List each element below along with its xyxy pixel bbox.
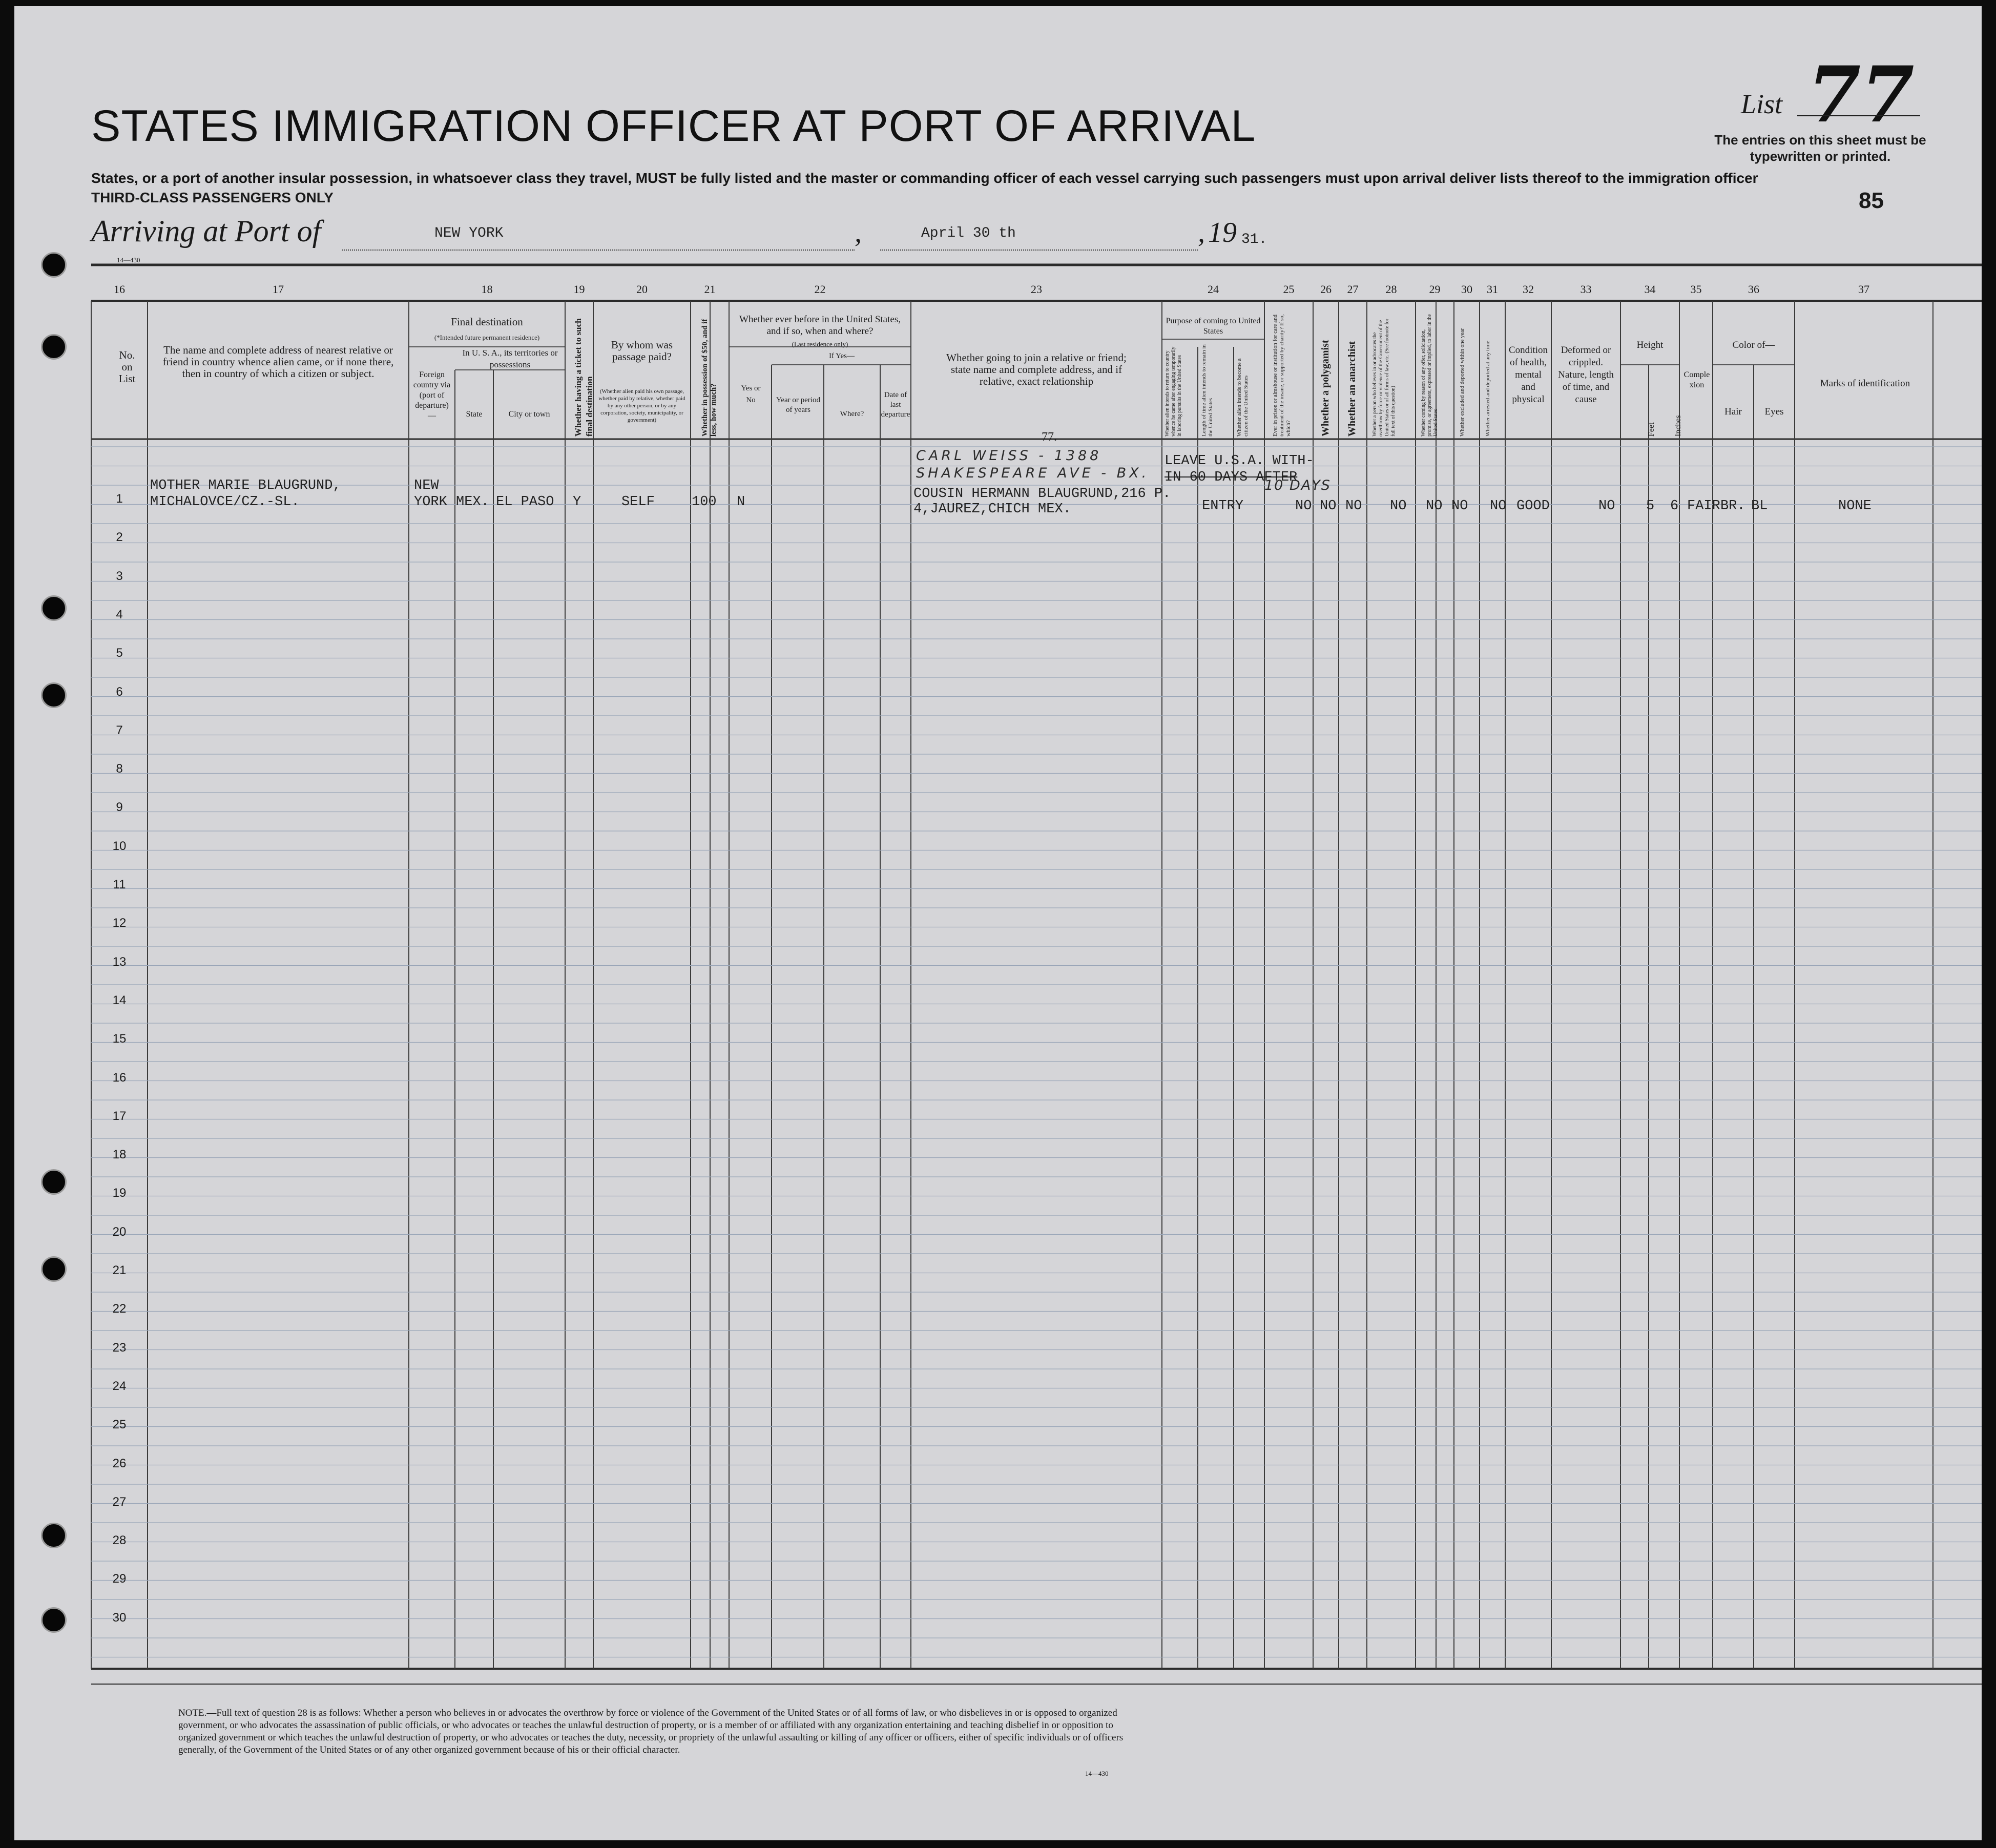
col-num-27: 27 <box>1347 283 1359 296</box>
header-overthrow: Whether a person who believes in or advocates the overthrow by force or violence of the Government of the United States or of all forms of law, etc. (See footnote for full text of this question) <box>1372 318 1396 437</box>
header-state: State <box>466 410 483 419</box>
form-code: 14—430 <box>117 256 140 264</box>
footnote-form-code: 14—430 <box>1085 1770 1109 1777</box>
row-number: 27 <box>112 1494 127 1509</box>
row-number: 9 <box>116 800 123 815</box>
col-num-22: 22 <box>814 283 826 296</box>
header-years: Year or period of years <box>776 396 820 414</box>
header-departure-date: Date of last departure <box>881 391 910 419</box>
header-yes-no: Yes or No <box>741 384 761 404</box>
col-num-25: 25 <box>1283 283 1295 296</box>
row-number: 17 <box>112 1109 127 1123</box>
entry1-join-line2: 4,JAUREZ,CHICH MEX. <box>913 502 1071 517</box>
entry1-excluded: NO <box>1451 499 1468 514</box>
col-num-17: 17 <box>273 283 284 296</box>
row-number: 14 <box>112 993 127 1007</box>
header-purpose: Purpose of coming to United States <box>1166 317 1261 336</box>
entry1-join-handwritten-1: CARL WEISS - 1388 <box>916 448 1102 464</box>
entry1-prison: NO <box>1295 499 1312 514</box>
col-num-37: 37 <box>1858 283 1869 296</box>
entry1-hair: BR. <box>1720 499 1745 514</box>
row-number: 4 <box>116 607 123 621</box>
col-num-16: 16 <box>114 283 125 296</box>
header-offer: Whether coming by reason of any offer, solicitation, promise, or agreement, expressed or implied, to labor in the United States <box>1421 314 1439 437</box>
row-number: 25 <box>112 1418 127 1432</box>
header-money: Whether in possession of $50, and if less, how much? <box>701 319 718 437</box>
date-value: April 30 th <box>921 225 1016 241</box>
col-num-32: 32 <box>1523 283 1534 296</box>
col-num-36: 36 <box>1748 283 1759 296</box>
row-number: 15 <box>112 1032 127 1046</box>
header-city: City or town <box>508 410 550 419</box>
entry1-foreign-line2: YORK <box>414 494 447 510</box>
header-deformed: Deformed or crippled. Nature, length of time, and cause <box>1558 345 1614 405</box>
arriving-label: Arriving at Port of <box>91 214 321 248</box>
row-number: 5 <box>116 646 123 660</box>
header-health: Condition of health, mental and physical <box>1508 345 1548 405</box>
header-eyes: Eyes <box>1764 406 1784 417</box>
manifest-sheet <box>14 6 1982 1840</box>
entry1-relative-line1: MOTHER MARIE BLAUGRUND, <box>150 478 341 493</box>
comma: , <box>1198 217 1205 248</box>
col-num-21: 21 <box>704 283 716 296</box>
header-final-destination-note: (*Intended future permanent residence) <box>434 334 540 341</box>
page-title: STATES IMMIGRATION OFFICER AT PORT OF ARRIVAL <box>91 101 1256 151</box>
col-num-28: 28 <box>1385 283 1397 296</box>
entry1-purpose-handwritten: 10 DAYS <box>1264 477 1331 493</box>
header-if-yes: If Yes— <box>828 352 855 360</box>
row-number: 21 <box>112 1263 127 1277</box>
col-num-30: 30 <box>1461 283 1472 296</box>
header-ticket: Whether having a ticket to such final destination <box>573 318 594 437</box>
row-number: 30 <box>112 1610 127 1625</box>
col-num-26: 26 <box>1320 283 1332 296</box>
col-num-33: 33 <box>1580 283 1592 296</box>
entry1-feet: 5 <box>1646 499 1655 514</box>
row-number: 23 <box>112 1340 127 1355</box>
col-num-19: 19 <box>573 283 585 296</box>
list-label: List <box>1741 89 1783 119</box>
entry1-join-handwritten-2: SHAKESPEARE AVE - BX. <box>916 465 1150 481</box>
header-hair: Hair <box>1724 406 1742 417</box>
row-number: 8 <box>116 762 123 776</box>
row-number: 6 <box>116 684 123 699</box>
header-color-of: Color of— <box>1732 340 1775 350</box>
header-purpose-return: Whether alien intends to return to country whence he came after engaging temporarily in laboring pursuits in the United States <box>1165 346 1182 437</box>
entry1-overthrow: NO <box>1390 499 1407 514</box>
year-prefix: 19 <box>1208 217 1237 248</box>
row-number: 13 <box>112 954 127 969</box>
entry1-anarchist: NO <box>1345 499 1362 514</box>
entry1-complexion: FAIR <box>1687 499 1720 514</box>
col-num-20: 20 <box>636 283 648 296</box>
year-suffix: 31. <box>1241 232 1267 247</box>
passenger-class: THIRD-CLASS PASSENGERS ONLY <box>91 190 334 205</box>
header-inches: Inches <box>1674 415 1682 437</box>
header-last-residence: (Last residence only) <box>792 340 848 348</box>
header-anarchist: Whether an anarchist <box>1346 341 1358 437</box>
header-before-in-us: Whether ever before in the United States, and if so, when and where? <box>739 314 901 337</box>
entry1-eyes: BL <box>1751 499 1768 514</box>
header-in-usa: In U. S. A., its territories or possessions <box>462 348 558 369</box>
comma: , <box>855 217 862 248</box>
entry1-polygamist: NO <box>1320 499 1337 514</box>
row-number: 2 <box>116 530 123 545</box>
header-arrested: Whether arrested and deported at any time <box>1485 341 1491 437</box>
header-where: Where? <box>840 410 864 418</box>
col-num-31: 31 <box>1487 283 1498 296</box>
header-passage-paid: By whom was passage paid? <box>611 339 673 363</box>
header-foreign-country: Foreign country via (port of departure)— <box>413 370 451 420</box>
table-grid <box>14 6 1982 1840</box>
entry1-passage-paid: SELF <box>621 494 655 510</box>
sheet-number: 85 <box>1859 188 1884 213</box>
entry1-before-in-us: N <box>737 494 745 510</box>
entries-note: The entries on this sheet must be typewritten or printed. <box>1714 132 1926 164</box>
row-number: 16 <box>112 1070 127 1085</box>
entry1-ticket: Y <box>573 494 581 510</box>
row-number: 1 <box>116 492 123 506</box>
header-join-relative: Whether going to join a relative or friend; state name and complete address, and if relative, exact relationship <box>946 351 1127 387</box>
row-number: 18 <box>112 1148 127 1162</box>
row-number: 10 <box>112 839 127 853</box>
entry1-join-line1: COUSIN HERMANN BLAUGRUND,216 P. <box>913 486 1171 502</box>
row-number: 28 <box>112 1533 127 1548</box>
col-num-23: 23 <box>1031 283 1042 296</box>
col-num-24: 24 <box>1208 283 1219 296</box>
entry1-marks: NONE <box>1838 499 1872 514</box>
header-relative-address: The name and complete address of nearest relative or friend in country whence alien came, or if none there, then in country of which a citizen or subject. <box>162 344 394 380</box>
header-prison: Ever in prison or almshouse or institution for care and treatment of the insane, or supported by charity? If so, which? <box>1272 314 1292 437</box>
header-purpose-length: Length of time alien intends to remain in the United States <box>1201 344 1214 437</box>
entry1-arrested: NO <box>1490 499 1507 514</box>
col-num-29: 29 <box>1429 283 1441 296</box>
port-value: NEW YORK <box>434 225 504 241</box>
row-number: 29 <box>112 1572 127 1586</box>
row-number: 12 <box>112 916 127 930</box>
header-excluded: Whether excluded and deported within one year <box>1459 328 1465 437</box>
row-number: 20 <box>112 1224 127 1239</box>
header-purpose-citizen: Whether alien intends to become a citizen of the United States <box>1236 358 1249 437</box>
list-number: 77 <box>1807 50 1915 140</box>
row-number: 3 <box>116 569 123 583</box>
col-num-18: 18 <box>481 283 493 296</box>
header-join-relative-footnote: 77. <box>1042 430 1057 444</box>
row-number: 19 <box>112 1186 127 1200</box>
header-marks: Marks of identification <box>1820 378 1910 389</box>
col-num-35: 35 <box>1690 283 1702 296</box>
entry1-health: GOOD <box>1516 499 1550 514</box>
header-passage-paid-note: (Whether alien paid his own passage, whether paid by relative, whether paid by any other person, or by any corporation, society, municipality, or government) <box>598 388 685 423</box>
header-height: Height <box>1636 340 1664 350</box>
entry1-state: MEX. <box>456 494 489 510</box>
header-polygamist: Whether a polygamist <box>1320 340 1331 437</box>
footnote-question-28: NOTE.—Full text of question 28 is as follows: Whether a person who believes in or advocates the overthrow by force or violence of the Government of the United States or of all forms of law, or who disbelieves in or is opposed to organized government, or who advocates the assassination of public officials, or who advocates or teaches the unlawful destruction of property, or is a member of or affiliated with any organization entertaining and teaching disbelief in or opposition to organized government or which teaches the unlawful destruction of property, or who advocates or teaches the duty, necessity, or propriety of the unlawful assaulting or killing of any officer or officers, either of specific individuals or of officers generally, of the Government of the United States or of any other organized government because of his or their official character. <box>178 1708 1124 1755</box>
entry1-deformed: NO <box>1598 499 1615 514</box>
entry1-purpose-line3: ENTRY <box>1202 499 1244 514</box>
entry1-foreign-line1: NEW <box>414 478 439 493</box>
row-number: 7 <box>116 723 123 737</box>
entry1-relative-line2: MICHALOVCE/CZ.-SL. <box>150 494 300 510</box>
header-complexion: Complexion <box>1683 370 1710 389</box>
row-number: 26 <box>112 1456 127 1470</box>
entry1-inches: 6 <box>1670 499 1679 514</box>
col-num-34: 34 <box>1644 283 1656 296</box>
entry1-money: 100 <box>692 494 717 510</box>
entry1-purpose-line2: IN 60 DAYS AFTER <box>1165 470 1298 485</box>
entry1-offer: NO <box>1426 499 1443 514</box>
instructions-text: States, or a port of another insular possession, in whatsoever class they travel, MUST be fully listed and the master or commanding officer of each vessel carrying such passengers must upon arrival deliver lists thereof to the immigration officer <box>91 170 1758 186</box>
header-feet: Feet <box>1647 422 1656 437</box>
row-number: 22 <box>112 1302 127 1316</box>
row-number: 24 <box>112 1379 127 1393</box>
header-final-destination: Final destination <box>451 316 523 328</box>
entry1-purpose-line1: LEAVE U.S.A. WITH- <box>1165 453 1314 469</box>
header-no-on-list: No. on List <box>118 349 136 385</box>
row-number: 11 <box>113 878 126 891</box>
entry1-city: EL PASO <box>496 494 554 510</box>
